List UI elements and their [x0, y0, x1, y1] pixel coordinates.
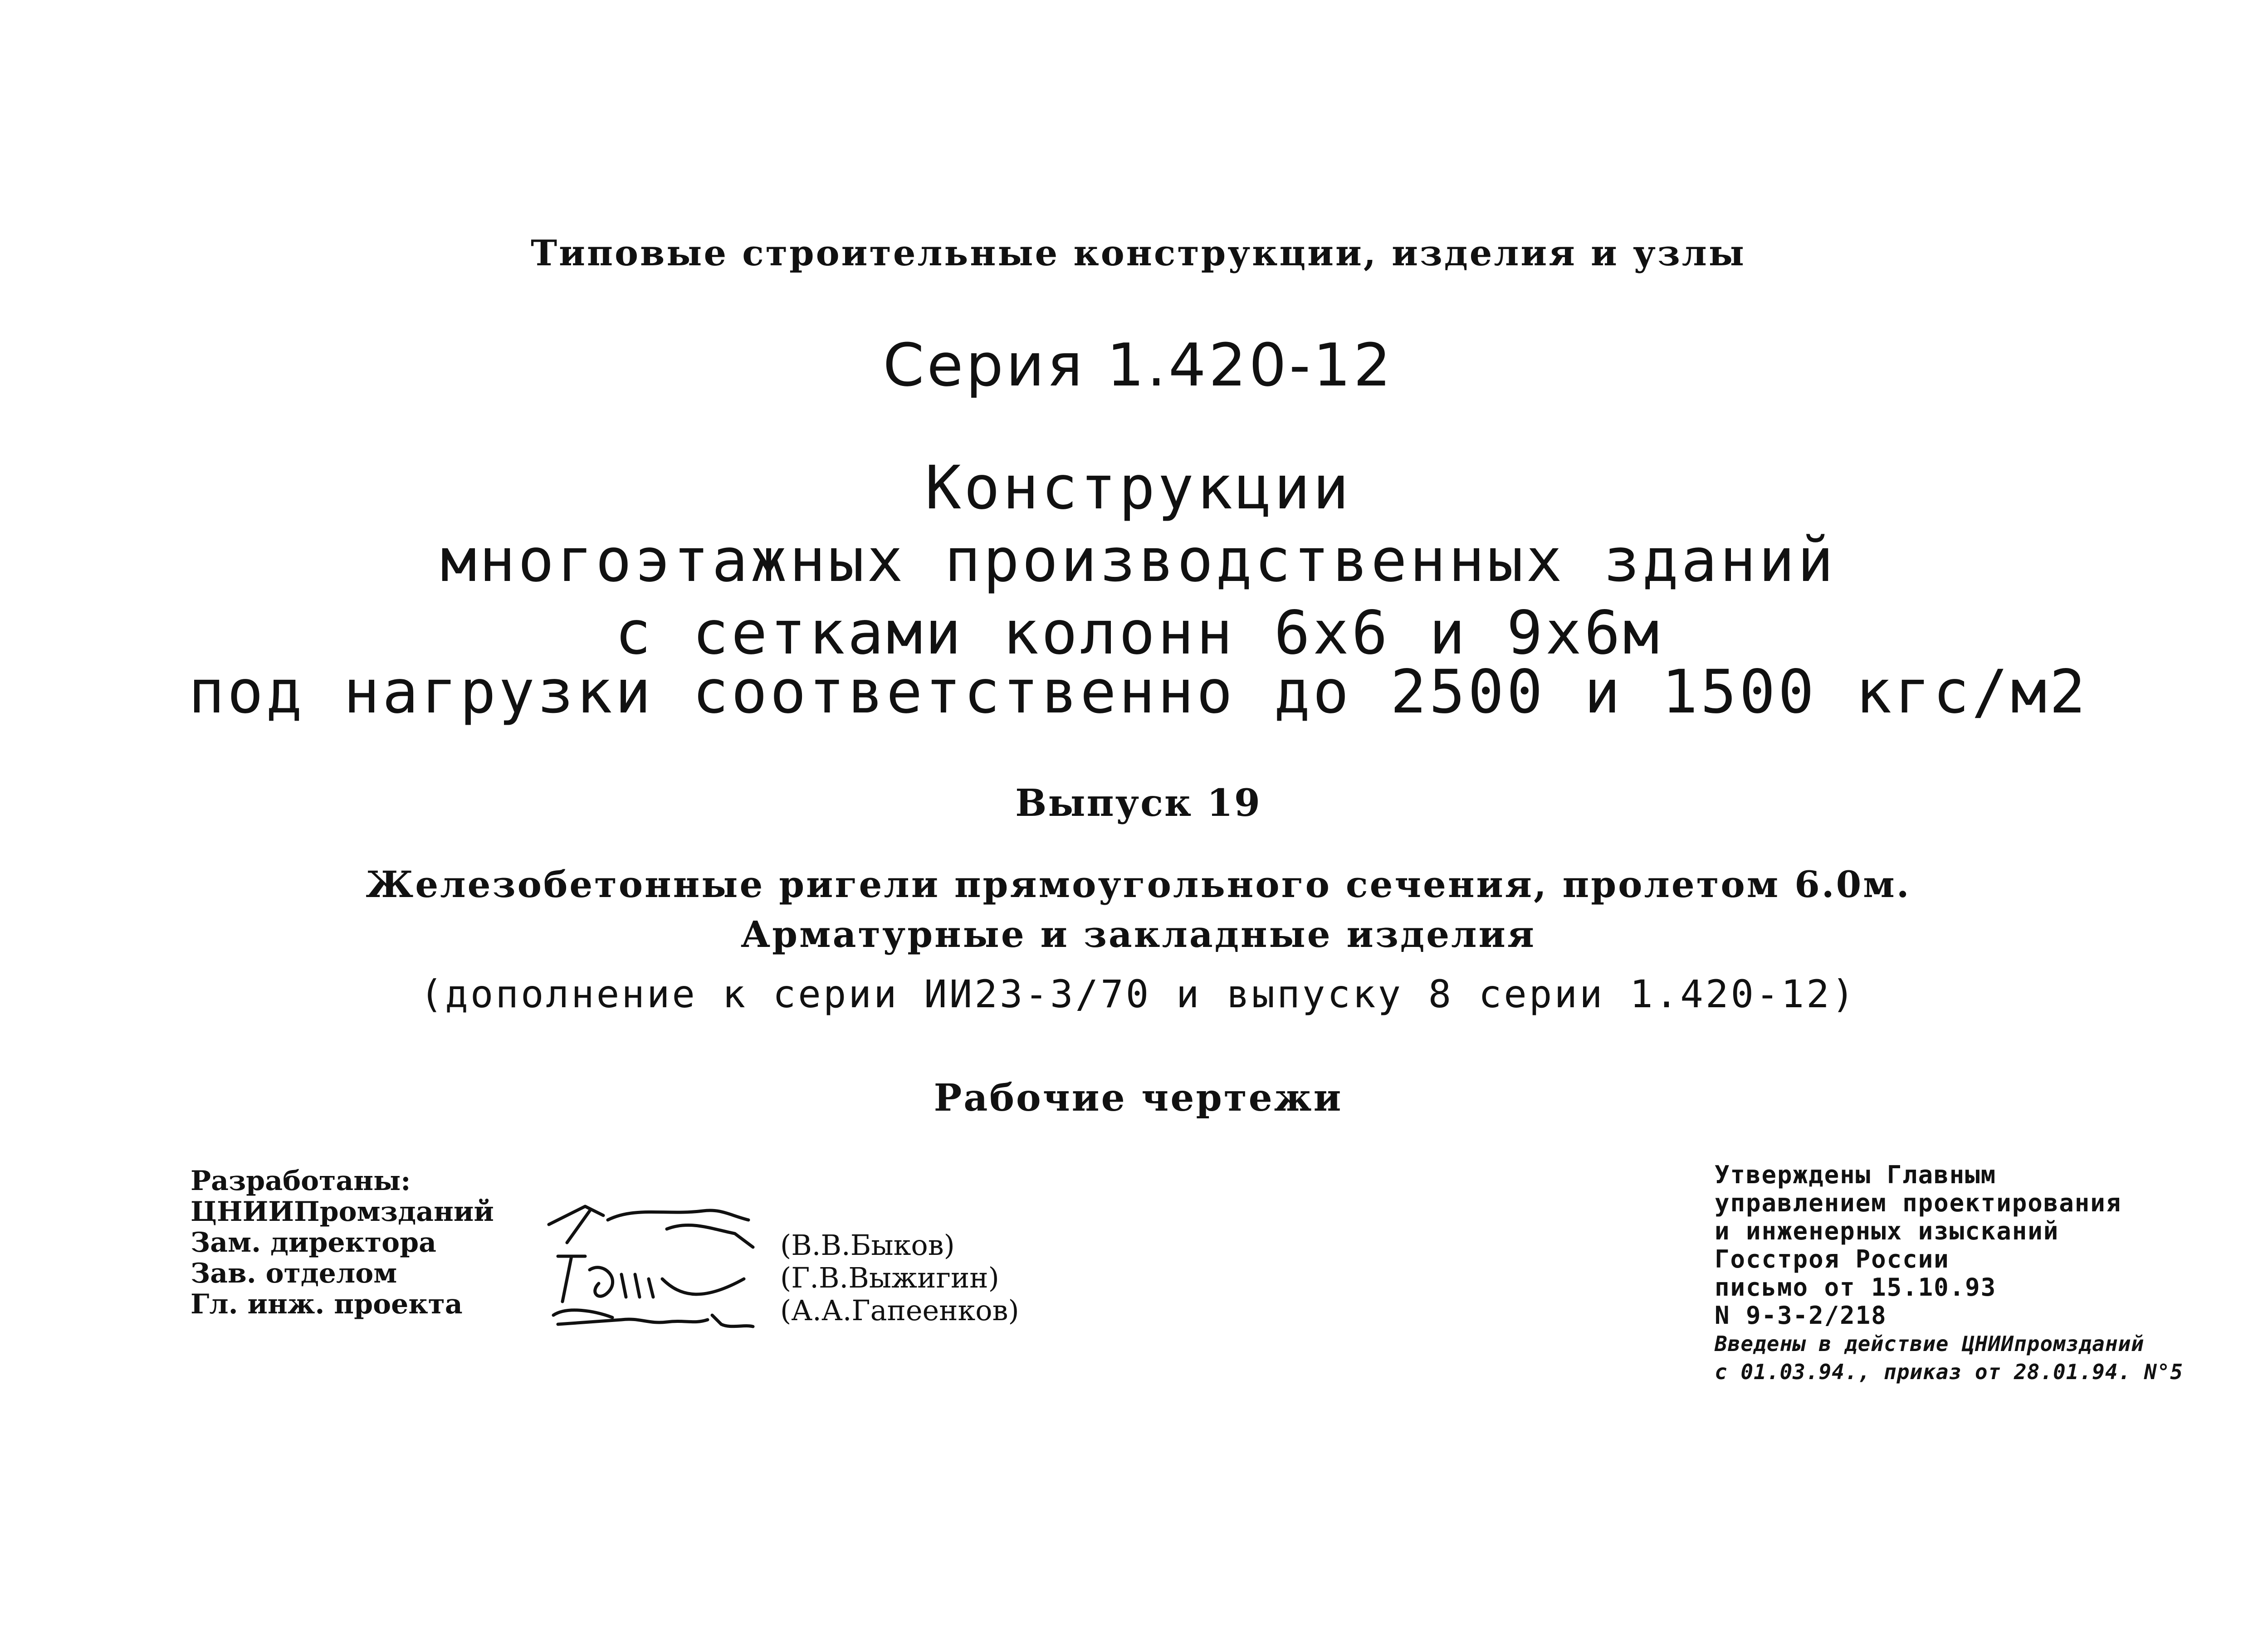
issue-number: Выпуск 19 [1015, 781, 1261, 825]
signature-3 [553, 1310, 753, 1327]
title-line-1: Конструкции [925, 453, 1352, 523]
developed-label: Разработаны: [191, 1165, 411, 1197]
approval-line-5: письмо от 15.10.93 [1715, 1273, 1997, 1302]
drawings-type: Рабочие чертежи [934, 1076, 1343, 1120]
approval-block [1715, 1161, 2183, 1386]
approval-line-6: N 9-3-2/218 [1715, 1301, 1887, 1330]
subtitle-line-3: (дополнение к серии ИИ23-3/70 и выпуску 8 серии 1.420-12) [420, 972, 1857, 1016]
developers-block [191, 1166, 494, 1320]
name-vyzhigin: (Г.В.Выжигин) [780, 1261, 999, 1294]
developer-org: ЦНИИПромзданий [191, 1196, 494, 1228]
signatures [531, 1188, 785, 1342]
role-chief-engineer: Гл. инж. проекта [191, 1288, 463, 1320]
document-kind: Типовые строительные конструкции, изделия и узлы [531, 233, 1746, 274]
effective-line-1: Введены в действие ЦНИИпромзданий [1715, 1332, 2144, 1356]
approval-line-1: Утверждены Главным [1715, 1161, 1997, 1189]
series-number: Серия 1.420-12 [883, 331, 1394, 400]
developer-names [780, 1229, 1019, 1327]
role-deputy-director: Зам. директора [191, 1227, 437, 1258]
effective-line-2: с 01.03.94., приказ от 28.01.94. N°5 [1715, 1360, 2183, 1384]
name-bykov: (В.В.Быков) [780, 1229, 955, 1262]
approval-line-4: Госстроя России [1715, 1245, 1950, 1273]
subtitle-line-1: Железобетонные ригели прямоугольного сечения, пролетом 6.0м. [366, 863, 1911, 906]
subtitle-line-2: Арматурные и закладные изделия [740, 913, 1536, 956]
role-department-head: Зав. отделом [191, 1258, 397, 1289]
signature-image [531, 1188, 785, 1342]
title-line-2: многоэтажных производственных зданий [440, 526, 1836, 595]
title-line-4: под нагрузки соответственно до 2500 и 1500 кгс/м2 [188, 657, 2088, 727]
name-gapeenkov: (А.А.Гапеенков) [780, 1294, 1019, 1327]
signature-2 [558, 1256, 744, 1302]
title-line-3: с сетками колонн 6х6 и 9х6м [615, 598, 1662, 668]
approval-line-2: управлением проектирования [1715, 1189, 2122, 1217]
signature-1 [549, 1206, 753, 1247]
approval-line-3: и инженерных изысканий [1715, 1217, 2059, 1245]
